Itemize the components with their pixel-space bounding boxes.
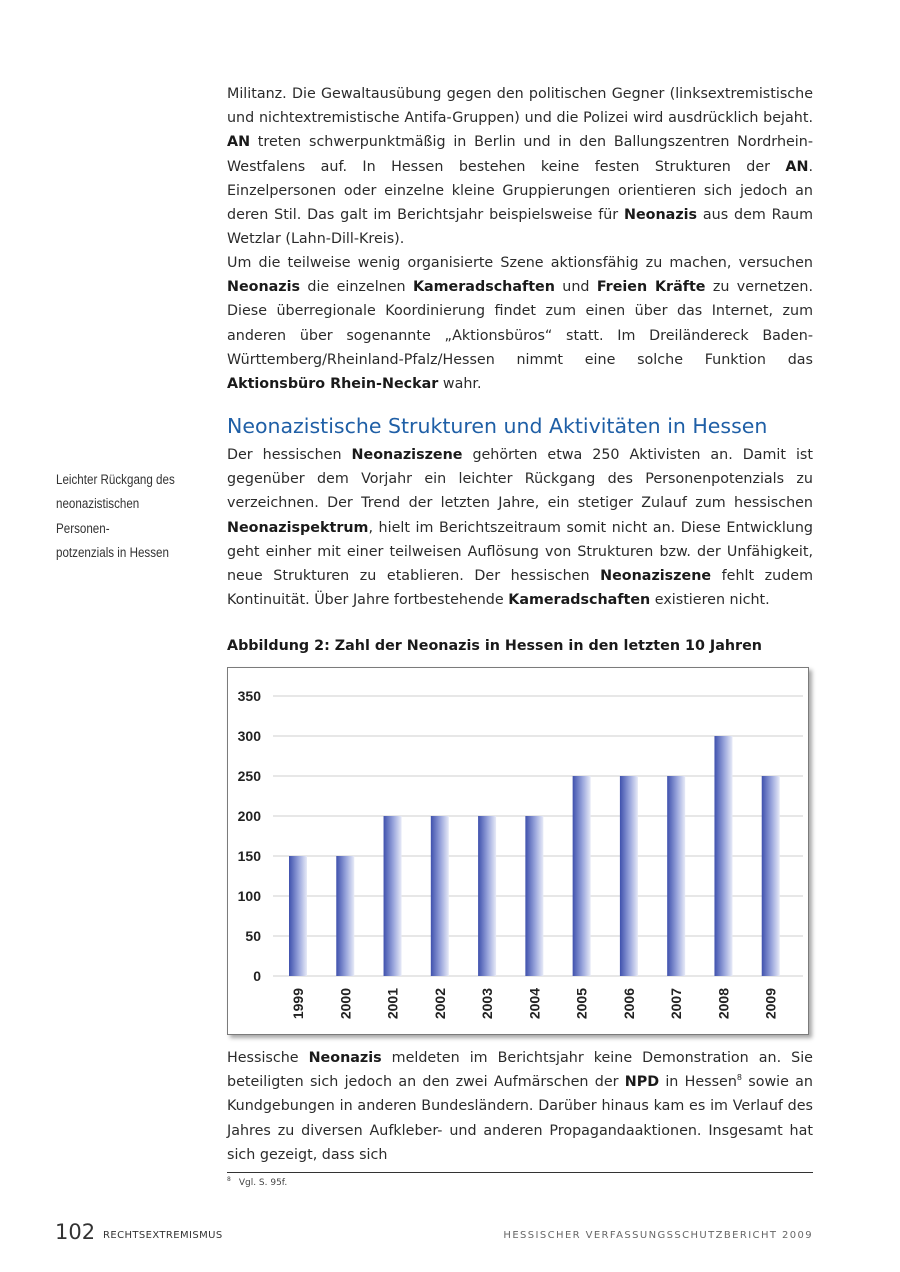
text-run: Militanz. Die Gewaltausübung gegen den politischen Gegner (linksextremistische und nichtextremistische Antifa-Gruppen) und die Polizei wird ausdrücklich bejaht. <box>227 86 813 127</box>
report-title: HESSISCHER VERFASSUNGSSCHUTZBERICHT 2009 <box>503 1230 813 1241</box>
x-tick-label: 2001 <box>384 988 401 1020</box>
bold-term: Neonaziszene <box>600 568 712 585</box>
text-run: und <box>554 279 597 296</box>
footnote <box>227 1176 287 1188</box>
section-label: RECHTSEXTREMISMUS <box>103 1230 223 1241</box>
footnote-marker: 8 <box>227 1176 231 1183</box>
text-run: Um die teilweise wenig organisierte Szene aktionsfähig zu machen, versuchen <box>227 255 813 271</box>
bold-term: Neonazis <box>308 1050 382 1066</box>
bar-chart-frame <box>227 667 809 1035</box>
bold-term: Neonaziszene <box>351 447 463 463</box>
y-axis-ticks <box>238 688 262 984</box>
figure-caption: Abbildung 2: Zahl der Neonazis in Hessen in den letzten 10 Jahren <box>227 638 762 654</box>
bar <box>762 776 780 976</box>
bar <box>336 856 354 976</box>
y-tick-label: 300 <box>237 728 261 744</box>
y-tick-label: 150 <box>237 848 261 864</box>
text-run: , hielt im Berichtszeitraum somit nicht an. Diese Entwicklung geht einher mit einer teilweisen Auflösung von Strukturen bzw. der Unfähigkeit, neue Strukturen zu etablieren. Der hessischen <box>227 519 813 585</box>
text-run: zu vernetzen. Diese überregionale Koordinierung findet zum einen über das Internet, zum anderen über sogenannte „Aktionsbüros“ statt. Im Dreiländereck Baden-Württemberg/Rheinland-Pfalz/Hessen nimmt eine solche Funktion das <box>227 279 813 368</box>
x-tick-label: 2003 <box>479 988 496 1020</box>
bar <box>525 816 543 976</box>
bold-term: Freien Kräfte <box>596 279 706 296</box>
margin-note-line: Leichter Rückgang des <box>56 472 175 487</box>
x-tick-label: 2008 <box>715 988 732 1020</box>
x-axis-ticks <box>290 988 779 1019</box>
bold-term: Kameradschaften <box>412 279 555 296</box>
footnote-rule <box>227 1172 813 1173</box>
page-number: 102 <box>55 1220 96 1244</box>
x-tick-label: 2007 <box>668 988 685 1020</box>
bar <box>478 816 496 976</box>
text-run: sowie an Kundgebungen in anderen Bundesländern. Darüber hinaus kam es im Verlauf des Jahres zu diversen Aufkleber- und anderen Propagandaaktionen. Insgesamt hat sich gezeigt, dass sich <box>227 1074 813 1163</box>
bold-term: NPD <box>624 1074 660 1091</box>
text-run: die einzelnen <box>300 279 413 296</box>
text-run: in Hessen <box>659 1074 737 1091</box>
bar <box>667 776 685 976</box>
margin-note <box>56 468 194 566</box>
x-tick-label: 2005 <box>573 988 590 1020</box>
y-tick-label: 50 <box>245 928 261 944</box>
text-run: wahr. <box>438 376 482 393</box>
x-tick-label: 2004 <box>526 988 543 1020</box>
bar <box>431 816 449 976</box>
x-tick-label: 1999 <box>290 988 306 1020</box>
y-tick-label: 0 <box>253 968 261 984</box>
paragraph-demonstrationen <box>227 1046 813 1167</box>
text-run: existieren nicht. <box>650 592 770 609</box>
bold-term: Neonazis <box>227 279 301 296</box>
text-run: treten schwerpunktmäßig in Berlin und in den Ballungszentren Nordrhein-Westfalens auf. In Hessen bestehen keine festen Strukturen der <box>227 134 813 175</box>
bold-term: Kameradschaften <box>508 592 651 609</box>
margin-note-line: potzenzials in Hessen <box>56 545 169 561</box>
paragraph-aktionsbueros <box>227 251 813 396</box>
text-run: aus dem Raum Wetzlar (Lahn-Dill-Kreis). <box>227 207 814 248</box>
bar <box>714 736 732 976</box>
margin-note-line: neonazistischen Personen- <box>56 496 140 536</box>
footnote-ref: 8 <box>736 1073 742 1083</box>
bold-term: Neonazispektrum <box>227 519 369 536</box>
text-run: gehörten etwa 250 Aktivisten an. Damit ist gegenüber dem Vorjahr ein leichter Rückgang des Personenpotenzials zu verzeichnen. Der Trend der letzten Jahre, ein stetiger Zulauf zum hessischen <box>227 447 813 512</box>
y-tick-label: 350 <box>237 688 261 704</box>
x-tick-label: 2006 <box>620 988 637 1020</box>
bar-chart <box>228 668 808 1034</box>
bold-term: AN <box>227 134 251 151</box>
x-tick-label: 2002 <box>431 988 448 1020</box>
text-run: meldeten im Berichtsjahr keine Demonstration an. Sie beteiligten sich jedoch an den zwei Aufmärschen der <box>227 1050 813 1091</box>
bar <box>289 856 307 976</box>
y-tick-label: 200 <box>237 808 261 824</box>
text-run: fehlt zudem Kontinuität. Über Jahre fortbestehende <box>227 568 814 609</box>
text-run: Der hessischen <box>227 447 352 463</box>
bar <box>384 816 402 976</box>
bar <box>620 776 638 976</box>
bold-term: AN <box>785 158 809 175</box>
text-run: . Einzelpersonen oder einzelne kleine Gruppierungen orientieren sich jedoch an deren Stil. Das galt im Berichtsjahr beispielsweise für <box>227 158 813 224</box>
y-tick-label: 100 <box>237 888 261 904</box>
footnote-text: Vgl. S. 95f. <box>238 1178 288 1188</box>
text-run: Hessische <box>227 1050 309 1066</box>
paragraph-neonaziszene <box>227 443 813 612</box>
paragraph-militanz <box>227 82 813 251</box>
x-tick-label: 2009 <box>762 988 779 1020</box>
section-heading: Neonazistische Strukturen und Aktivitäten in Hessen <box>227 414 768 438</box>
x-tick-label: 2000 <box>337 988 354 1020</box>
bold-term: Aktionsbüro Rhein-Neckar <box>227 376 439 393</box>
y-tick-label: 250 <box>237 768 261 784</box>
bold-term: Neonazis <box>624 207 698 224</box>
bar <box>573 776 591 976</box>
